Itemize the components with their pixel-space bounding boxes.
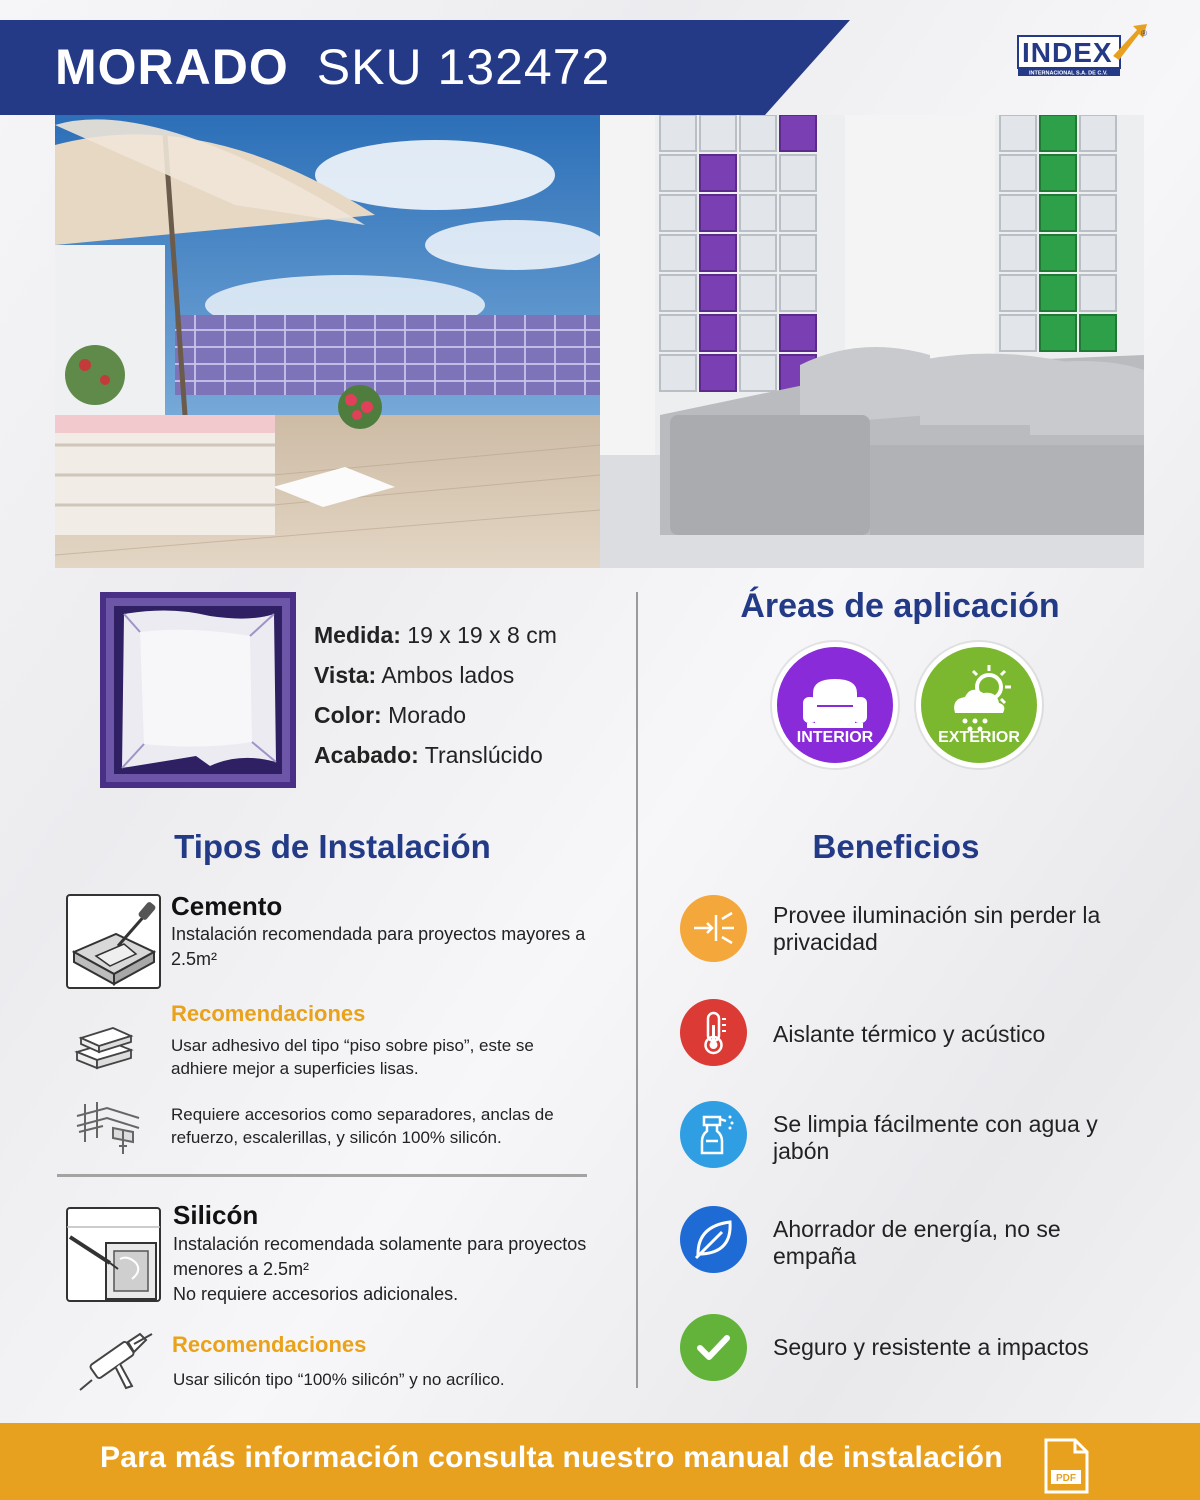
cemento-reco-2: Requiere accesorios como separadores, anclas de refuerzo, escalerillas, y silicón 100% silicón. <box>171 1105 554 1147</box>
benefit-text-4: Ahorrador de energía, no se empaña <box>773 1216 1061 1269</box>
pdf-label: PDF <box>1056 1473 1076 1484</box>
benefit-text-2: Aislante térmico y acústico <box>773 1021 1046 1047</box>
spray-bottle-icon <box>680 1101 747 1168</box>
tile-stack-icon <box>73 1024 135 1072</box>
svg-text:®: ® <box>1141 29 1147 38</box>
glass-block-image <box>100 592 296 788</box>
leaf-icon <box>680 1206 747 1273</box>
index-logo <box>1015 22 1150 82</box>
benefit-text-1: Provee iluminación sin perder la privacidad <box>773 902 1101 955</box>
vertical-divider <box>636 592 638 1388</box>
silicone-corner-icon <box>66 1207 161 1302</box>
anchors-accessories-icon <box>73 1098 143 1156</box>
spec-value: Ambos lados <box>376 662 515 688</box>
spec-label: Vista: <box>314 662 377 688</box>
spec-value: 19 x 19 x 8 cm <box>400 622 557 648</box>
installation-divider <box>57 1174 587 1177</box>
spec-color <box>314 695 557 735</box>
benefit-text-5: Seguro y resistente a impactos <box>773 1334 1089 1360</box>
spec-label: Color: <box>314 702 382 728</box>
logo-brand: INDEX <box>1022 37 1113 68</box>
exterior-badge <box>916 642 1042 768</box>
interior-badge <box>772 642 898 768</box>
product-name: MORADO <box>55 39 289 95</box>
pdf-icon[interactable] <box>1043 1438 1089 1494</box>
silicon-reco-title: Recomendaciones <box>172 1332 367 1357</box>
areas-title: Áreas de aplicación <box>740 587 1060 625</box>
exterior-label: EXTERIOR <box>938 729 1020 746</box>
benefit-text-3: Se limpia fácilmente con agua y jabón <box>773 1111 1098 1164</box>
logo-subline: INTERNACIONAL S.A. DE C.V. <box>1029 70 1108 77</box>
benefits-title: Beneficios <box>812 828 980 865</box>
silicon-description: Instalación recomendada solamente para proyectos menores a 2.5m² <box>173 1234 587 1279</box>
spec-label: Acabado: <box>314 742 419 768</box>
page-title <box>55 38 610 96</box>
spec-acabado <box>314 735 557 775</box>
cemento-reco-1: Usar adhesivo del tipo “piso sobre piso”, este se adhiere mejor a superficies lisas. <box>171 1036 534 1078</box>
cemento-title: Cemento <box>171 891 283 921</box>
cemento-reco-title: Recomendaciones <box>171 1001 366 1026</box>
spec-vista <box>314 655 557 695</box>
cement-trowel-icon <box>66 894 161 989</box>
spec-label: Medida: <box>314 622 401 648</box>
footer-text: Para más información consulta nuestro manual de instalación <box>100 1441 1003 1474</box>
cemento-description: Instalación recomendada para proyectos mayores a 2.5m² <box>171 924 586 969</box>
checkmark-icon <box>680 1314 747 1381</box>
spec-medida <box>314 615 557 655</box>
product-specs <box>314 615 557 775</box>
spec-value: Morado <box>381 702 467 728</box>
caulking-gun-icon <box>74 1330 154 1396</box>
silicon-title: Silicón <box>173 1200 259 1230</box>
terrace-photo <box>55 115 600 568</box>
living-room-photo <box>600 115 1144 568</box>
sku-label: SKU 132472 <box>316 39 611 95</box>
silicon-no-accessories: No requiere accesorios adicionales. <box>173 1284 459 1304</box>
interior-label: INTERIOR <box>796 729 874 746</box>
spec-value: Translúcido <box>418 742 543 768</box>
thermometer-icon <box>680 999 747 1066</box>
light-arrows-icon <box>680 895 747 962</box>
silicon-reco-1: Usar silicón tipo “100% silicón” y no acrílico. <box>173 1370 505 1389</box>
installation-title: Tipos de Instalación <box>174 828 491 865</box>
